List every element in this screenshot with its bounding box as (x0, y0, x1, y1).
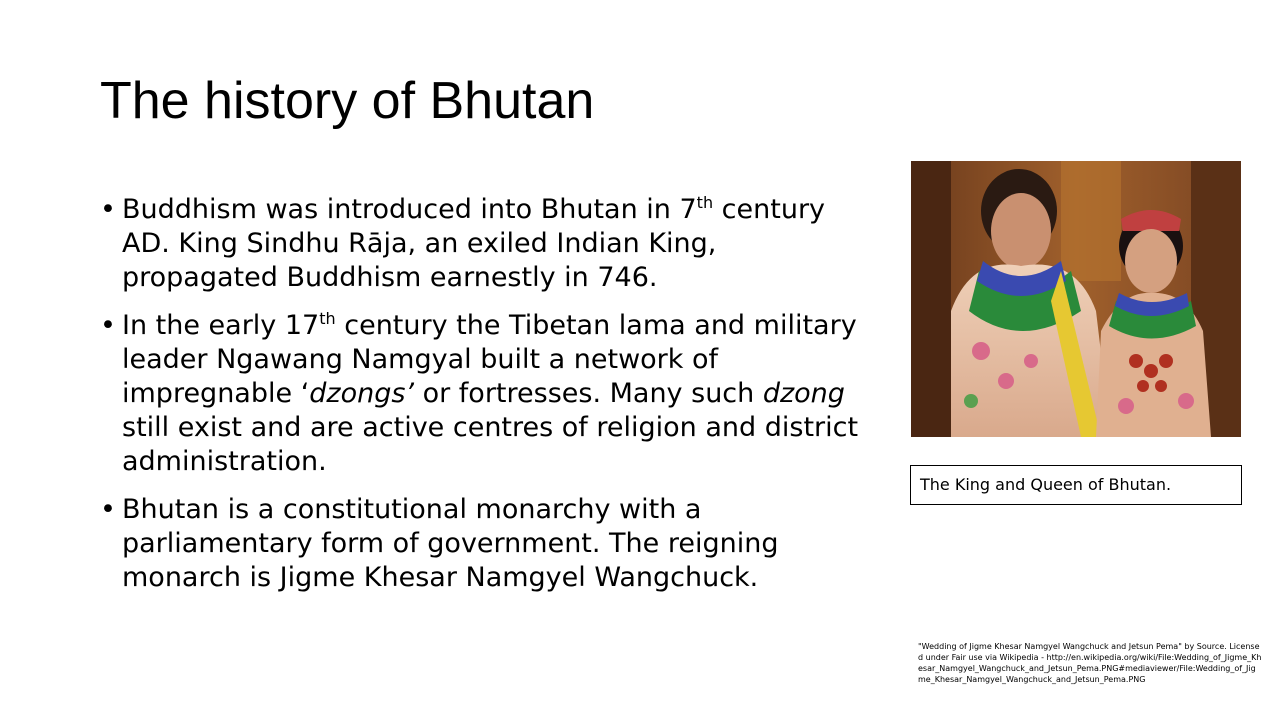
ordinal-suffix: th (319, 309, 336, 328)
slide-title: The history of Bhutan (100, 72, 595, 130)
bullet-list (100, 193, 870, 609)
bullet-marker: • (100, 494, 116, 525)
bullet-text: Buddhism was introduced into Bhutan in 7 (122, 194, 697, 225)
italic-term: dzongs’ (309, 378, 415, 409)
photo-caption: The King and Queen of Bhutan. (910, 465, 1242, 505)
bullet-text: Bhutan is a constitutional monarchy with a parliamentary form of government. The reigning monarch is Jigme Khesar Namgyel Wangchuck. (122, 494, 779, 593)
italic-term: dzong (762, 378, 845, 409)
bullet-item (100, 193, 870, 295)
bullet-text: century AD. King Sindhu Rāja, an exiled Indian King, propagated Buddhism earnestly in 746. (122, 194, 826, 293)
bullet-marker: • (100, 194, 116, 225)
bullet-item (100, 309, 870, 479)
image-credit: "Wedding of Jigme Khesar Namgyel Wangchuck and Jetsun Pema" by Source. Licensed under Fair use via Wikipedia - http://en.wikipedia.org/wiki/File:Wedding_of_Jigme_Khesar_Namgyel_Wangchuck_and_Jetsun_Pema.PNG#mediaviewer/File:Wedding_of_Jigme_Khesar_Namgyel_Wangchuck_and_Jetsun_Pema.PNG (918, 642, 1262, 684)
bullet-text: or fortresses. Many such (414, 378, 763, 409)
bullet-text: still exist and are active centres of religion and district administration. (122, 412, 859, 477)
bullet-text: century the Tibetan lama and military leader Ngawang Namgyal built a network of impregnable ‘ (122, 310, 857, 409)
bullet-marker: • (100, 310, 116, 341)
bullet-item (100, 493, 870, 595)
bullet-text: In the early 17 (122, 310, 320, 341)
king-queen-photo (911, 161, 1241, 437)
ordinal-suffix: th (696, 193, 714, 212)
